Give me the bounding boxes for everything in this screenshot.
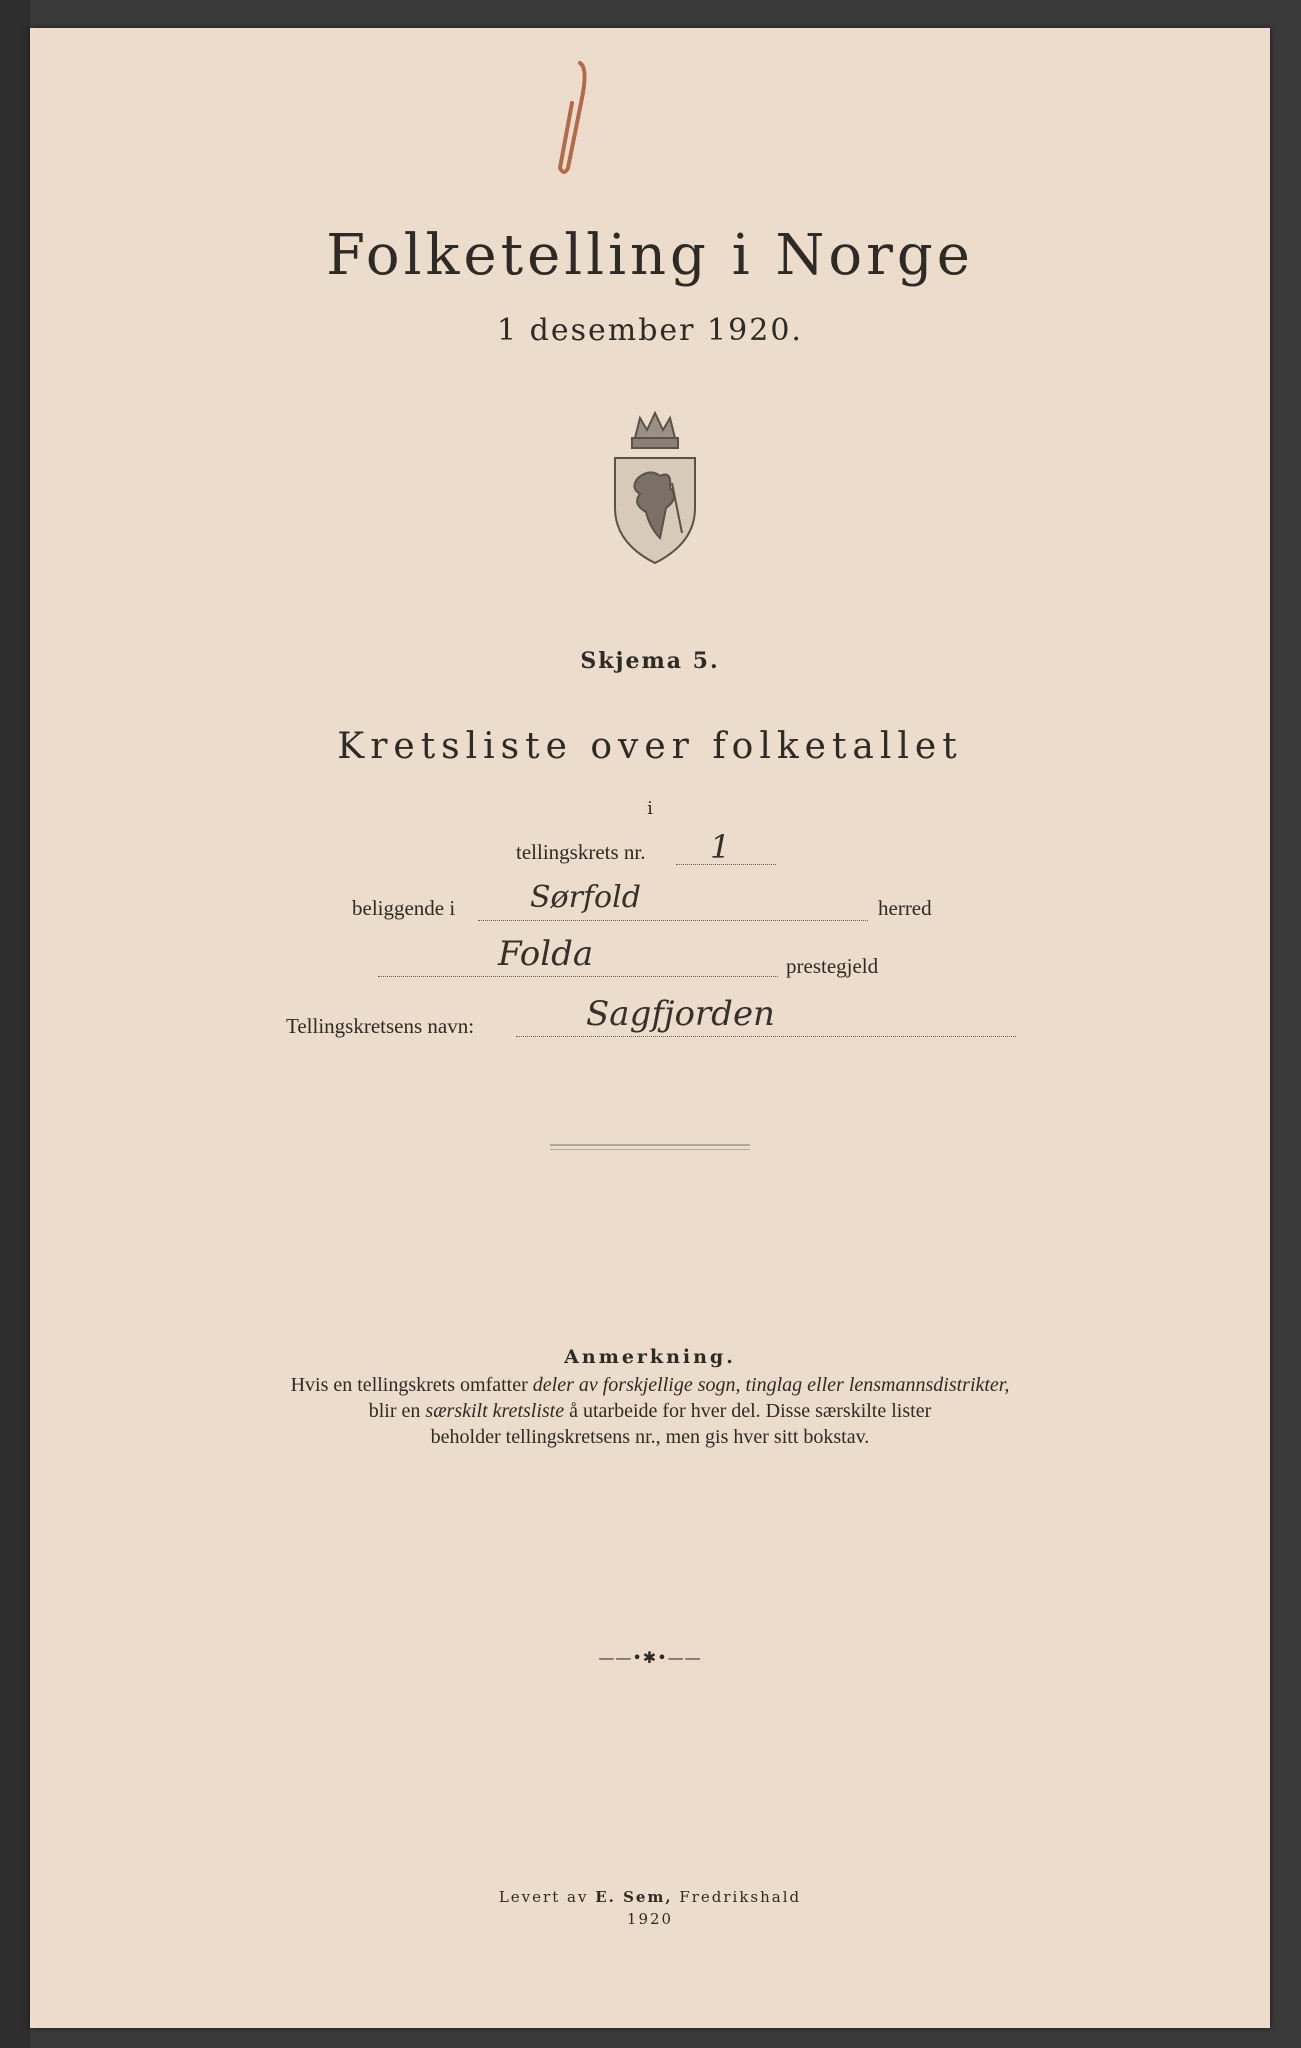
ornament-divider: ——•✱•——: [598, 1648, 702, 1667]
prestegjeld-suffix: prestegjeld: [786, 954, 879, 978]
note-line-2: blir en særskilt kretsliste å utarbeide for hver del. Disse særskilte lister: [368, 1400, 932, 1422]
paper-clip-mark-icon: [550, 58, 590, 178]
scan-binding-edge: [0, 0, 30, 2048]
preposition-i: i: [647, 798, 653, 819]
form-date: 1 desember 1920.: [497, 313, 803, 348]
prestegjeld-value[interactable]: Folda: [498, 934, 594, 974]
herred-prefix: beliggende i: [352, 896, 456, 920]
prestegjeld-line: [378, 976, 778, 977]
note-line-1: Hvis en tellingskrets omfatter deler av forskjellige sogn, tinglag eller lensmannsdistrikter,: [290, 1374, 1010, 1396]
herred-suffix: herred: [878, 896, 932, 920]
herred-line: [478, 920, 868, 921]
note-line-3: beholder tellingskretsens nr., men gis hver sitt bokstav.: [430, 1426, 870, 1448]
navn-line: [516, 1036, 1016, 1037]
note-heading: Anmerkning.: [564, 1346, 736, 1368]
printer-year: 1920: [626, 1910, 674, 1928]
navn-label: Tellingskretsens navn:: [286, 1014, 475, 1038]
krets-label: tellingskrets nr.: [516, 840, 646, 864]
form-title: Folketelling i Norge: [326, 223, 974, 288]
krets-value[interactable]: 1: [710, 828, 731, 866]
schema-number: Skjema 5.: [580, 648, 720, 674]
form-subtitle: Kretsliste over folketallet: [337, 726, 963, 767]
section-divider: [550, 1144, 750, 1150]
norway-coat-of-arms-icon: [600, 408, 710, 568]
census-form-page: [30, 28, 1270, 2028]
herred-value[interactable]: Sørfold: [530, 880, 641, 915]
navn-value[interactable]: Sagfjorden: [586, 994, 775, 1034]
printer-credit: Levert av E. Sem, Fredrikshald: [498, 1888, 802, 1906]
